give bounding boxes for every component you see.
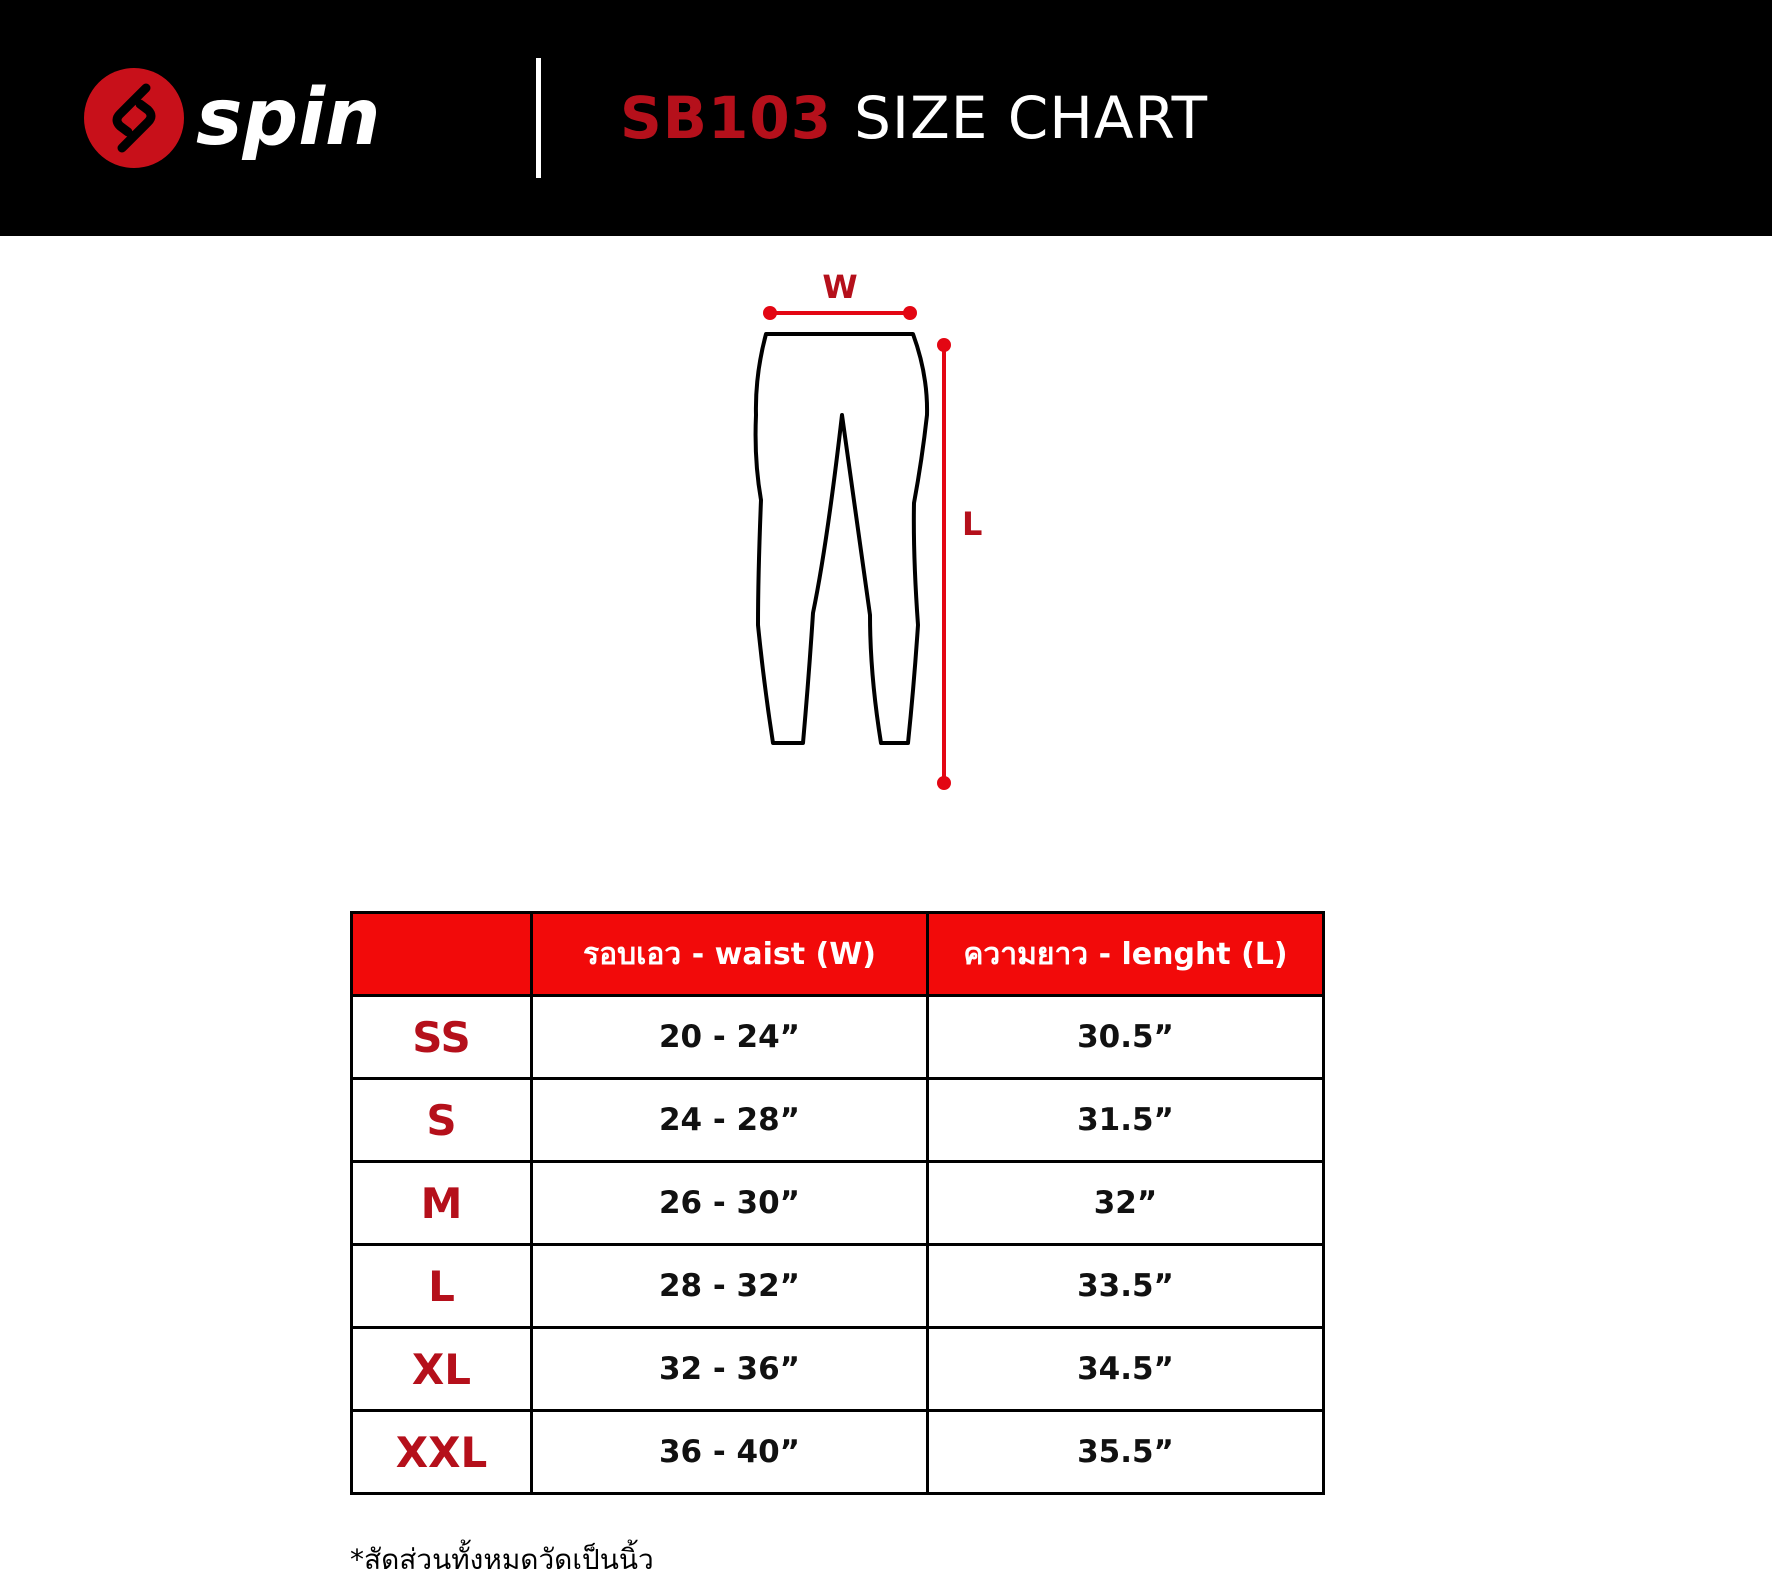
length-cell: 35.5” [928, 1411, 1324, 1494]
table-header-row [352, 913, 1324, 996]
size-cell: XL [352, 1328, 532, 1411]
leggings-outline-icon [756, 334, 928, 743]
waist-cell: 24 - 28” [532, 1079, 928, 1162]
header-divider [536, 58, 541, 178]
waist-measure-label: W [822, 268, 858, 306]
size-cell: M [352, 1162, 532, 1245]
table-row [352, 1245, 1324, 1328]
waist-cell: 20 - 24” [532, 996, 928, 1079]
header-banner [0, 0, 1772, 236]
waist-measure-line [763, 306, 917, 320]
size-cell: S [352, 1079, 532, 1162]
header-waist: รอบเอว - waist (W) [532, 913, 928, 996]
size-chart-title: SIZE CHART [854, 84, 1209, 152]
table-row [352, 1079, 1324, 1162]
table-row [352, 1162, 1324, 1245]
size-chart-table [350, 911, 1325, 1495]
length-measure-line [937, 338, 951, 790]
waist-cell: 28 - 32” [532, 1245, 928, 1328]
model-code: SB103 [620, 84, 833, 152]
length-cell: 31.5” [928, 1079, 1324, 1162]
length-cell: 30.5” [928, 996, 1324, 1079]
table-row [352, 996, 1324, 1079]
size-cell: XXL [352, 1411, 532, 1494]
spin-logo-icon [84, 68, 184, 168]
header-size [352, 913, 532, 996]
brand-wordmark-text: spin [196, 82, 381, 160]
pants-measurement-diagram [700, 255, 1020, 815]
size-cell: L [352, 1245, 532, 1328]
waist-cell: 32 - 36” [532, 1328, 928, 1411]
waist-cell: 36 - 40” [532, 1411, 928, 1494]
length-cell: 34.5” [928, 1328, 1324, 1411]
length-cell: 32” [928, 1162, 1324, 1245]
spin-wordmark-logo [196, 82, 460, 160]
size-cell: SS [352, 996, 532, 1079]
footnote: *สัดส่วนทั้งหมดวัดเป็นนิ้ว [350, 1543, 654, 1576]
table-row [352, 1411, 1324, 1494]
page-title [620, 80, 1208, 156]
header-length: ความยาว - lenght (L) [928, 913, 1324, 996]
length-measure-label: L [962, 505, 983, 543]
length-cell: 33.5” [928, 1245, 1324, 1328]
table-row [352, 1328, 1324, 1411]
waist-cell: 26 - 30” [532, 1162, 928, 1245]
